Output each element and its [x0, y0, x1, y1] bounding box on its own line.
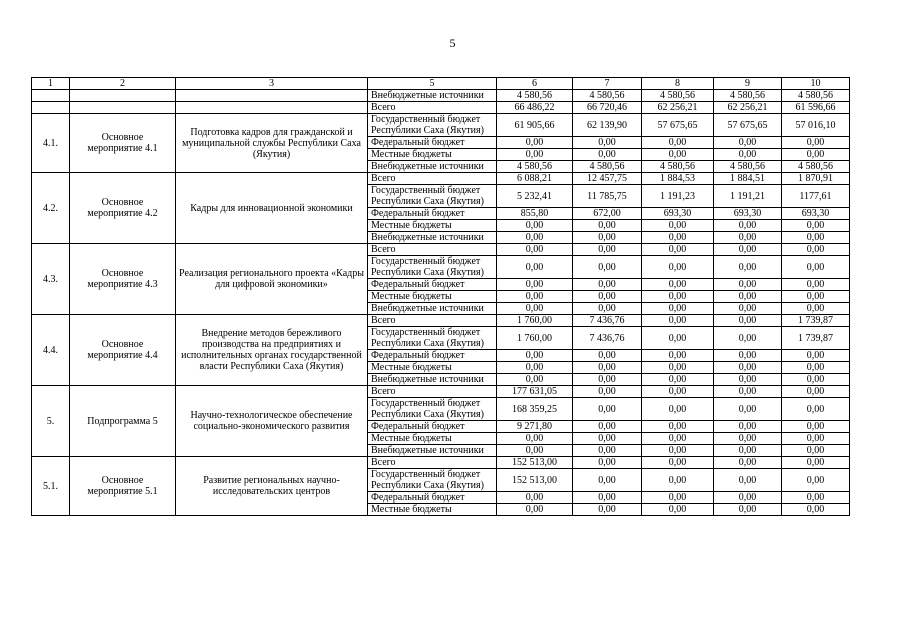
amount-cell: 0,00 [573, 137, 642, 149]
funding-source: Федеральный бюджет [368, 137, 497, 149]
amount-cell: 0,00 [714, 457, 782, 469]
amount-cell: 0,00 [642, 362, 714, 374]
amount-cell: 4 580,56 [573, 161, 642, 173]
header-cell: 6 [497, 78, 573, 90]
amount-cell: 0,00 [782, 457, 850, 469]
amount-cell: 0,00 [642, 457, 714, 469]
table-row [32, 244, 850, 256]
amount-cell: 0,00 [782, 469, 850, 492]
amount-cell: 1 760,00 [497, 315, 573, 327]
amount-cell: 0,00 [642, 504, 714, 516]
header-cell: 7 [573, 78, 642, 90]
funding-source: Внебюджетные источники [368, 232, 497, 244]
amount-cell: 1 191,23 [642, 185, 714, 208]
funding-source: Государственный бюджет Республики Саха (Якутия) [368, 398, 497, 421]
amount-cell: 0,00 [573, 149, 642, 161]
event-name: Научно-технологическое обеспечение социально-экономического развития [176, 386, 368, 457]
funding-source: Государственный бюджет Республики Саха (Якутия) [368, 327, 497, 350]
amount-cell: 0,00 [714, 492, 782, 504]
amount-cell: 0,00 [642, 398, 714, 421]
amount-cell: 0,00 [714, 232, 782, 244]
funding-source: Местные бюджеты [368, 220, 497, 232]
funding-source: Федеральный бюджет [368, 279, 497, 291]
table-row [32, 386, 850, 398]
amount-cell: 0,00 [642, 327, 714, 350]
amount-cell: 0,00 [642, 149, 714, 161]
funding-source: Государственный бюджет Республики Саха (Якутия) [368, 256, 497, 279]
amount-cell: 0,00 [497, 232, 573, 244]
table-row [32, 90, 850, 102]
amount-cell: 0,00 [714, 362, 782, 374]
event-type [70, 102, 176, 114]
amount-cell: 0,00 [573, 492, 642, 504]
funding-source: Федеральный бюджет [368, 492, 497, 504]
funding-source: Внебюджетные источники [368, 90, 497, 102]
amount-cell: 177 631,05 [497, 386, 573, 398]
amount-cell: 1 884,53 [642, 173, 714, 185]
amount-cell: 0,00 [642, 256, 714, 279]
amount-cell: 0,00 [714, 421, 782, 433]
table-row [32, 457, 850, 469]
amount-cell: 0,00 [642, 232, 714, 244]
amount-cell: 0,00 [497, 279, 573, 291]
funding-source: Всего [368, 102, 497, 114]
amount-cell: 12 457,75 [573, 173, 642, 185]
funding-source: Всего [368, 315, 497, 327]
amount-cell: 0,00 [573, 457, 642, 469]
amount-cell: 0,00 [714, 398, 782, 421]
amount-cell: 0,00 [573, 469, 642, 492]
amount-cell: 0,00 [714, 469, 782, 492]
amount-cell: 0,00 [573, 445, 642, 457]
amount-cell: 0,00 [497, 362, 573, 374]
amount-cell: 4 580,56 [573, 90, 642, 102]
funding-source: Федеральный бюджет [368, 421, 497, 433]
amount-cell: 0,00 [497, 244, 573, 256]
amount-cell: 0,00 [714, 137, 782, 149]
amount-cell: 0,00 [714, 315, 782, 327]
amount-cell: 0,00 [573, 256, 642, 279]
amount-cell: 693,30 [782, 208, 850, 220]
amount-cell: 4 580,56 [642, 90, 714, 102]
amount-cell: 57 675,65 [642, 114, 714, 137]
amount-cell: 0,00 [573, 220, 642, 232]
amount-cell: 152 513,00 [497, 457, 573, 469]
amount-cell: 0,00 [642, 291, 714, 303]
empty-cell [176, 90, 368, 102]
amount-cell: 0,00 [782, 137, 850, 149]
amount-cell: 1 739,87 [782, 327, 850, 350]
amount-cell: 0,00 [573, 362, 642, 374]
amount-cell: 0,00 [573, 504, 642, 516]
event-type: Основное мероприятие 4.4 [70, 315, 176, 386]
event-type: Основное мероприятие 4.3 [70, 244, 176, 315]
funding-source: Государственный бюджет Республики Саха (Якутия) [368, 469, 497, 492]
amount-cell: 0,00 [714, 327, 782, 350]
amount-cell: 0,00 [782, 149, 850, 161]
amount-cell: 0,00 [782, 350, 850, 362]
amount-cell: 0,00 [497, 492, 573, 504]
amount-cell: 0,00 [497, 433, 573, 445]
header-cell: 10 [782, 78, 850, 90]
amount-cell: 0,00 [782, 398, 850, 421]
amount-cell: 0,00 [573, 279, 642, 291]
amount-cell: 0,00 [782, 232, 850, 244]
amount-cell: 6 088,21 [497, 173, 573, 185]
funding-source: Государственный бюджет Республики Саха (Якутия) [368, 185, 497, 208]
amount-cell: 0,00 [573, 232, 642, 244]
amount-cell: 0,00 [714, 244, 782, 256]
amount-cell: 7 436,76 [573, 315, 642, 327]
event-name [176, 102, 368, 114]
amount-cell: 0,00 [714, 445, 782, 457]
amount-cell: 4 580,56 [642, 161, 714, 173]
amount-cell: 168 359,25 [497, 398, 573, 421]
amount-cell: 66 720,46 [573, 102, 642, 114]
funding-source: Внебюджетные источники [368, 374, 497, 386]
funding-source: Государственный бюджет Республики Саха (Якутия) [368, 114, 497, 137]
header-cell: 9 [714, 78, 782, 90]
page-number: 5 [449, 36, 456, 50]
amount-cell: 0,00 [642, 315, 714, 327]
funding-source: Всего [368, 173, 497, 185]
amount-cell: 4 580,56 [497, 161, 573, 173]
amount-cell: 0,00 [782, 244, 850, 256]
amount-cell: 0,00 [782, 374, 850, 386]
amount-cell: 0,00 [642, 137, 714, 149]
amount-cell: 0,00 [497, 303, 573, 315]
item-number: 4.4. [32, 315, 70, 386]
amount-cell: 11 785,75 [573, 185, 642, 208]
amount-cell: 0,00 [573, 398, 642, 421]
amount-cell: 0,00 [497, 504, 573, 516]
funding-source: Внебюджетные источники [368, 445, 497, 457]
item-number [32, 102, 70, 114]
amount-cell: 66 486,22 [497, 102, 573, 114]
amount-cell: 0,00 [642, 220, 714, 232]
amount-cell: 9 271,80 [497, 421, 573, 433]
amount-cell: 4 580,56 [714, 161, 782, 173]
amount-cell: 0,00 [642, 386, 714, 398]
funding-source: Внебюджетные источники [368, 161, 497, 173]
amount-cell: 672,00 [573, 208, 642, 220]
amount-cell: 0,00 [714, 433, 782, 445]
amount-cell: 62 139,90 [573, 114, 642, 137]
amount-cell: 0,00 [642, 244, 714, 256]
amount-cell: 0,00 [714, 279, 782, 291]
amount-cell: 693,30 [642, 208, 714, 220]
amount-cell: 0,00 [782, 504, 850, 516]
amount-cell: 0,00 [497, 220, 573, 232]
amount-cell: 7 436,76 [573, 327, 642, 350]
amount-cell: 0,00 [497, 149, 573, 161]
amount-cell: 1177,61 [782, 185, 850, 208]
amount-cell: 5 232,41 [497, 185, 573, 208]
funding-source: Местные бюджеты [368, 504, 497, 516]
amount-cell: 1 870,91 [782, 173, 850, 185]
amount-cell: 62 256,21 [642, 102, 714, 114]
amount-cell: 0,00 [573, 350, 642, 362]
event-type: Основное мероприятие 4.2 [70, 173, 176, 244]
amount-cell: 0,00 [642, 279, 714, 291]
amount-cell: 0,00 [782, 445, 850, 457]
amount-cell: 0,00 [714, 303, 782, 315]
event-type: Основное мероприятие 4.1 [70, 114, 176, 173]
event-name: Внедрение методов бережливого производства на предприятиях и исполнительных органах государственной власти Республики Саха (Якутия) [176, 315, 368, 386]
amount-cell: 0,00 [573, 291, 642, 303]
amount-cell: 0,00 [782, 256, 850, 279]
amount-cell: 0,00 [782, 279, 850, 291]
amount-cell: 1 739,87 [782, 315, 850, 327]
funding-source: Всего [368, 457, 497, 469]
amount-cell: 0,00 [782, 220, 850, 232]
amount-cell: 855,80 [497, 208, 573, 220]
amount-cell: 0,00 [573, 386, 642, 398]
amount-cell: 61 596,66 [782, 102, 850, 114]
amount-cell: 1 191,21 [714, 185, 782, 208]
funding-source: Местные бюджеты [368, 291, 497, 303]
event-name: Кадры для инновационной экономики [176, 173, 368, 244]
amount-cell: 0,00 [642, 492, 714, 504]
funding-source: Местные бюджеты [368, 433, 497, 445]
item-number: 5.1. [32, 457, 70, 516]
amount-cell: 0,00 [573, 421, 642, 433]
amount-cell: 0,00 [642, 374, 714, 386]
event-name: Реализация регионального проекта «Кадры для цифровой экономики» [176, 244, 368, 315]
amount-cell: 152 513,00 [497, 469, 573, 492]
amount-cell: 0,00 [642, 445, 714, 457]
item-number: 4.3. [32, 244, 70, 315]
amount-cell: 0,00 [714, 386, 782, 398]
amount-cell: 693,30 [714, 208, 782, 220]
table-row [32, 173, 850, 185]
amount-cell: 4 580,56 [714, 90, 782, 102]
amount-cell: 0,00 [782, 303, 850, 315]
amount-cell: 1 760,00 [497, 327, 573, 350]
amount-cell: 0,00 [497, 291, 573, 303]
amount-cell: 4 580,56 [497, 90, 573, 102]
funding-source: Федеральный бюджет [368, 208, 497, 220]
amount-cell: 57 016,10 [782, 114, 850, 137]
amount-cell: 0,00 [573, 433, 642, 445]
amount-cell: 0,00 [782, 433, 850, 445]
funding-source: Всего [368, 386, 497, 398]
empty-cell [70, 90, 176, 102]
event-type: Подпрограмма 5 [70, 386, 176, 457]
amount-cell: 0,00 [714, 350, 782, 362]
table-row [32, 114, 850, 137]
amount-cell: 0,00 [714, 256, 782, 279]
amount-cell: 0,00 [497, 137, 573, 149]
amount-cell: 0,00 [642, 421, 714, 433]
amount-cell: 0,00 [573, 244, 642, 256]
amount-cell: 0,00 [714, 504, 782, 516]
amount-cell: 0,00 [782, 492, 850, 504]
amount-cell: 0,00 [782, 291, 850, 303]
amount-cell: 0,00 [642, 350, 714, 362]
amount-cell: 0,00 [642, 469, 714, 492]
item-number: 5. [32, 386, 70, 457]
header-row [32, 78, 850, 90]
amount-cell: 0,00 [497, 350, 573, 362]
amount-cell: 61 905,66 [497, 114, 573, 137]
amount-cell: 4 580,56 [782, 161, 850, 173]
amount-cell: 0,00 [642, 433, 714, 445]
amount-cell: 0,00 [714, 374, 782, 386]
amount-cell: 0,00 [642, 303, 714, 315]
amount-cell: 0,00 [782, 421, 850, 433]
funding-source: Федеральный бюджет [368, 350, 497, 362]
amount-cell: 0,00 [714, 149, 782, 161]
funding-source: Внебюджетные источники [368, 303, 497, 315]
event-type: Основное мероприятие 5.1 [70, 457, 176, 516]
event-name: Развитие региональных научно-исследовательских центров [176, 457, 368, 516]
item-number: 4.1. [32, 114, 70, 173]
header-cell: 3 [176, 78, 368, 90]
budget-table [31, 77, 850, 516]
table-row [32, 315, 850, 327]
amount-cell: 0,00 [782, 386, 850, 398]
amount-cell: 0,00 [573, 303, 642, 315]
amount-cell: 0,00 [573, 374, 642, 386]
header-cell: 1 [32, 78, 70, 90]
amount-cell: 0,00 [497, 374, 573, 386]
amount-cell: 0,00 [714, 220, 782, 232]
amount-cell: 1 884,51 [714, 173, 782, 185]
amount-cell: 0,00 [497, 256, 573, 279]
funding-source: Местные бюджеты [368, 362, 497, 374]
funding-source: Всего [368, 244, 497, 256]
amount-cell: 0,00 [714, 291, 782, 303]
table-row [32, 102, 850, 114]
item-number: 4.2. [32, 173, 70, 244]
header-cell: 8 [642, 78, 714, 90]
amount-cell: 62 256,21 [714, 102, 782, 114]
amount-cell: 0,00 [497, 445, 573, 457]
event-name: Подготовка кадров для гражданской и муниципальной службы Республики Саха (Якутия) [176, 114, 368, 173]
funding-source: Местные бюджеты [368, 149, 497, 161]
amount-cell: 0,00 [782, 362, 850, 374]
header-cell: 2 [70, 78, 176, 90]
header-cell: 5 [368, 78, 497, 90]
amount-cell: 4 580,56 [782, 90, 850, 102]
empty-cell [32, 90, 70, 102]
amount-cell: 57 675,65 [714, 114, 782, 137]
